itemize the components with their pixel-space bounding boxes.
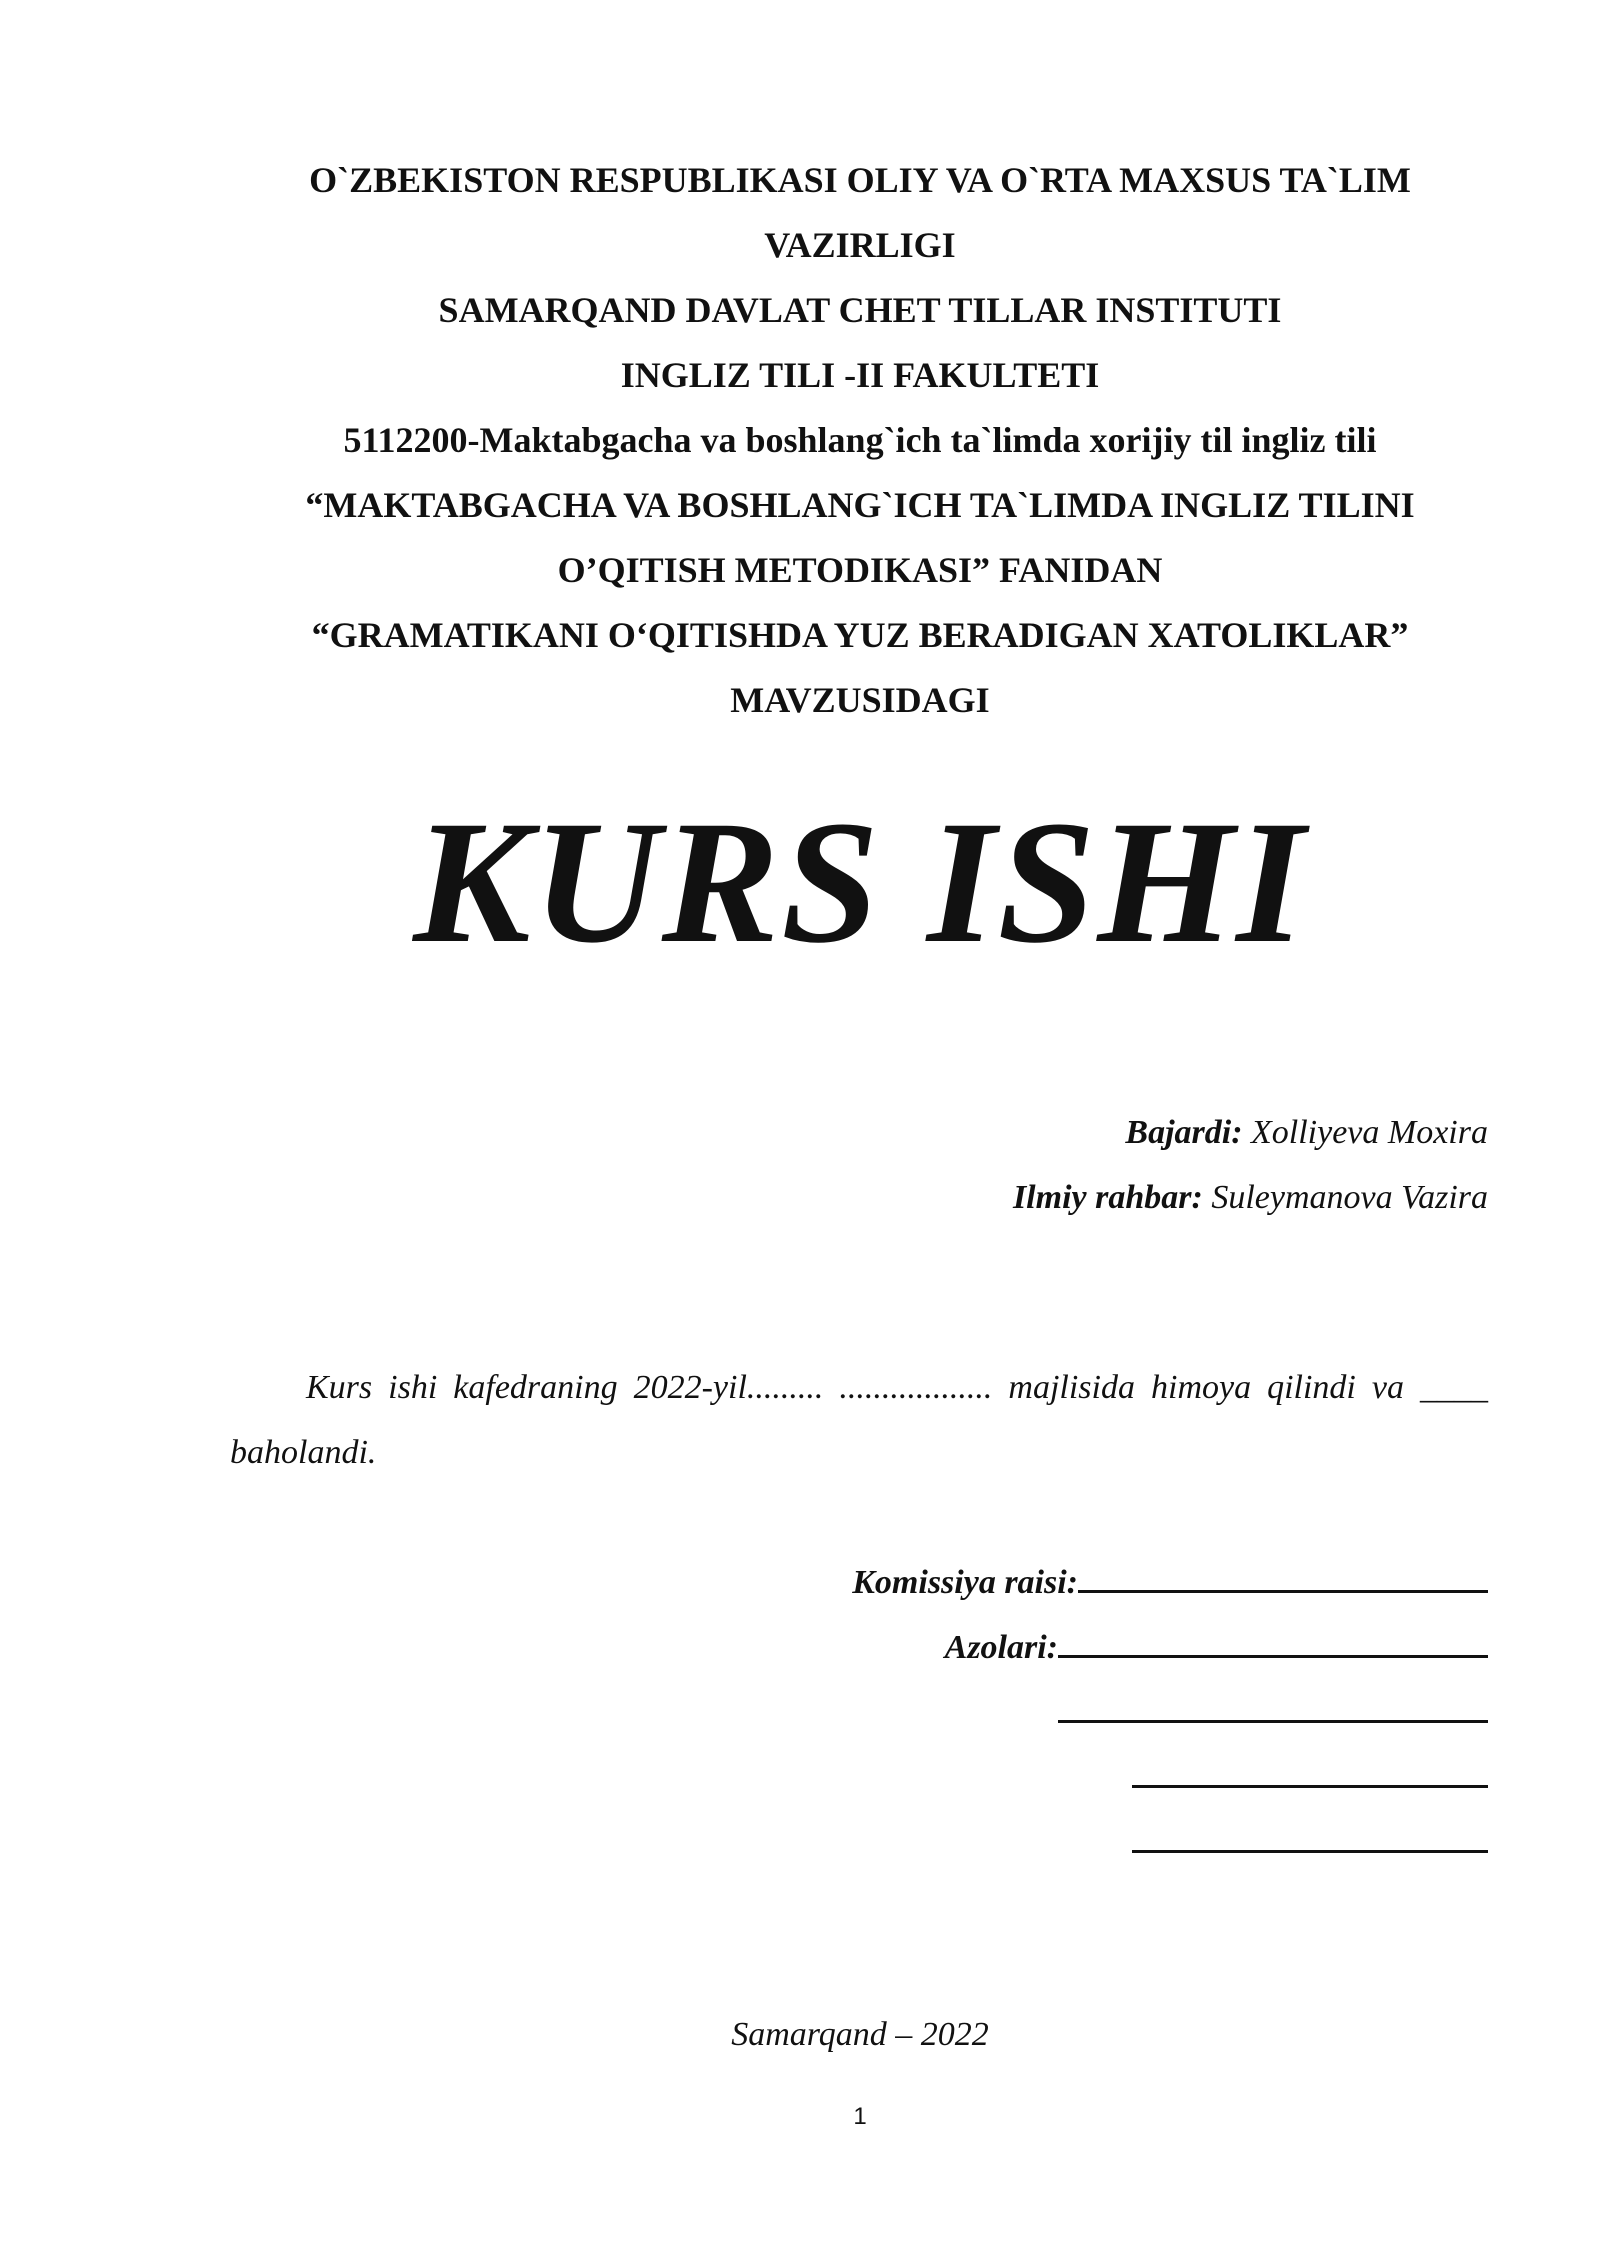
document-title: KURS ISHI [413, 785, 1307, 980]
commission-members-row [852, 1615, 1488, 1680]
header-line-faculty: INGLIZ TILI -II FAKULTETI [620, 355, 1100, 395]
header-line-institute: SAMARQAND DAVLAT CHET TILLAR INSTITUTI [438, 290, 1282, 330]
header-line-topic-suffix: MAVZUSIDAGI [730, 680, 990, 720]
advisor-name: Suleymanova Vazira [1211, 1179, 1488, 1216]
member-signature-line [1132, 1812, 1488, 1853]
header-line-ministry: O`ZBEKISTON RESPUBLIKASI OLIY VA O`RTA MAXSUS TA`LIM [309, 160, 1411, 200]
extra-signature-row [852, 1680, 1488, 1745]
page-number: 1 [853, 2103, 867, 2130]
commission-signatures [852, 1550, 1488, 1875]
performer-row [1013, 1100, 1488, 1165]
header-line-subject-cont: O’QITISH METODIKASI” FANIDAN [557, 550, 1163, 590]
member-signature-line [1058, 1617, 1488, 1658]
city-year: Samarqand – 2022 [731, 2016, 989, 2053]
title-page-header [210, 148, 1510, 733]
commission-members-label: Azolari: [944, 1629, 1058, 1666]
extra-signature-row [852, 1745, 1488, 1810]
advisor-label: Ilmiy rahbar: [1012, 1179, 1203, 1216]
advisor-row [1013, 1165, 1488, 1230]
header-line-subject: “MAKTABGACHA VA BOSHLANG`ICH TA`LIMDA INGLIZ TILINI [305, 485, 1415, 525]
header-line-topic: “GRAMATIKANI O‘QITISHDA YUZ BERADIGAN XATOLIKLAR” [311, 615, 1409, 655]
performer-name: Xolliyeva Moxira [1251, 1114, 1488, 1151]
extra-signature-row [852, 1810, 1488, 1875]
defense-statement: Kurs ishi kafedraning 2022-yil......... .................. majlisida himoya qilindi va ____ baholandi. [230, 1369, 1488, 1471]
member-signature-line [1058, 1682, 1488, 1723]
author-info [1013, 1100, 1488, 1230]
performer-label: Bajardi: [1125, 1114, 1243, 1151]
header-line-specialty: 5112200-Maktabgacha va boshlang`ich ta`limda xorijiy til ingliz tili [343, 420, 1377, 460]
member-signature-line [1132, 1747, 1488, 1788]
chair-signature-line [1078, 1552, 1488, 1593]
header-line-ministry-cont: VAZIRLIGI [764, 225, 956, 265]
commission-chair-label: Komissiya raisi: [852, 1564, 1078, 1601]
commission-chair-row [852, 1550, 1488, 1615]
